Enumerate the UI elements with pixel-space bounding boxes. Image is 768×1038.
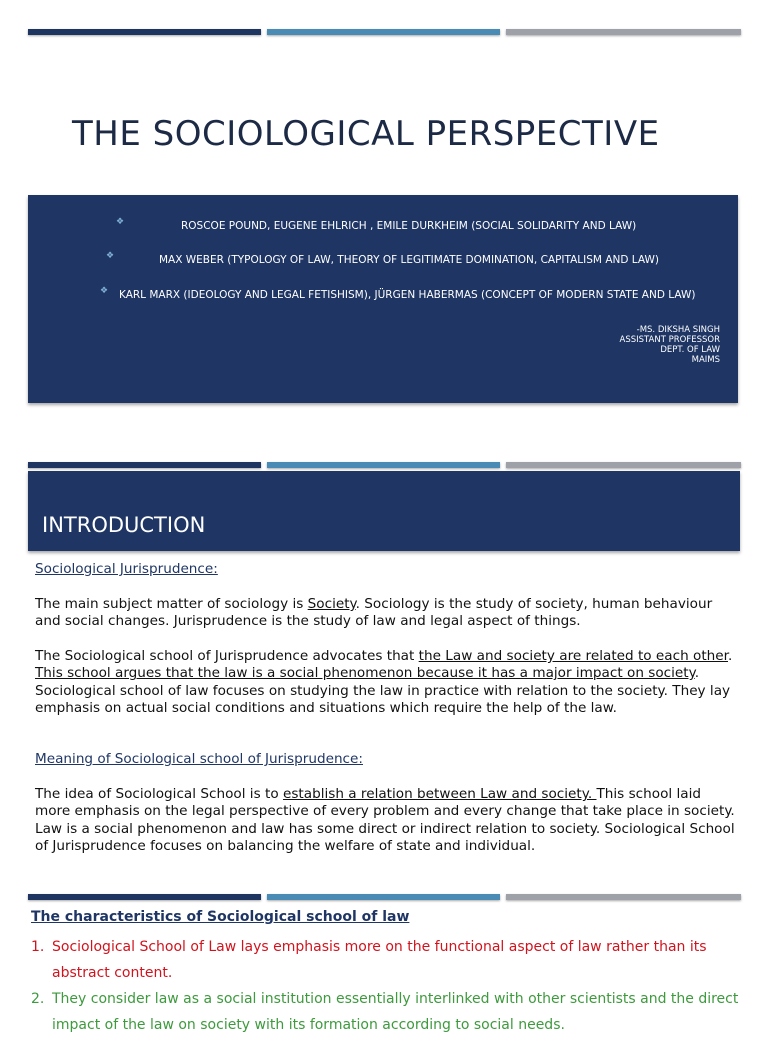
- speakers-panel: ❖ ROSCOE POUND, EUGENE EHLRICH , EMILE DURKHEIM (SOCIAL SOLIDARITY AND LAW) ❖ MAX WEBER (TYPOLOGY OF LAW, THEORY OF LEGITIMATE DOMINATION, CAPITALISM AND LAW) ❖ KARL MARX (IDEOLOGY AND LEGAL FETISHISM), JÜRGEN HABERMAS (CONCEPT OF MODERN STATE AND LAW) -MS. DIKSHA SINGH ASSISTANT PROFESSOR DEPT. OF LAW MAIMS: [28, 195, 738, 403]
- intro-header: [28, 471, 740, 551]
- diamond-bullet-icon: ❖: [116, 217, 125, 227]
- diamond-bullet-icon: ❖: [106, 251, 115, 261]
- intro-heading: INTRODUCTION: [42, 513, 206, 537]
- accent-bar-bottom: [28, 894, 741, 900]
- paragraph-school: The Sociological school of Jurisprudence advocates that the Law and society are related to each other. This school argues that the law is a social phenomenon because it has a major impact on society. Sociological school of law focuses on studying the law in practice with relation to the society. They lay emphasis on actual social conditions and situations which require the help of the law.: [35, 648, 733, 717]
- characteristics-list: [31, 934, 741, 1038]
- accent-bar-middle: [28, 462, 741, 468]
- section-link[interactable]: Meaning of Sociological school of Jurisprudence:: [35, 751, 363, 767]
- section-link[interactable]: Sociological Jurisprudence:: [35, 561, 218, 577]
- slide-title: THE SOCIOLOGICAL PERSPECTIVE: [72, 114, 660, 154]
- list-item: 2. They consider law as a social institution essentially interlinked with other scientists and the direct impact of the law on society with its formation according to social needs.: [31, 991, 739, 1033]
- paragraph-meaning: The idea of Sociological School is to establish a relation between Law and society. This school laid more emphasis on the legal perspective of every problem and every change that take place in society. Law is a social phenomenon and law has some direct or indirect relation to society. Sociological School of Jurisprudence focuses on balancing the welfare of state and individual.: [35, 786, 735, 855]
- accent-bar-top: [28, 29, 741, 35]
- paragraph-sociology: The main subject matter of sociology is Society. Sociology is the study of society, human behaviour and social changes. Jurisprudence is the study of law and legal aspect of things.: [35, 596, 713, 630]
- list-item: 1. Sociological School of Law lays emphasis more on the functional aspect of law rather than its abstract content.: [31, 939, 707, 981]
- characteristics-title: The characteristics of Sociological school of law: [31, 909, 410, 925]
- author-signature: -MS. DIKSHA SINGH ASSISTANT PROFESSOR DEPT. OF LAW MAIMS: [619, 325, 720, 365]
- diamond-bullet-icon: ❖: [100, 286, 109, 296]
